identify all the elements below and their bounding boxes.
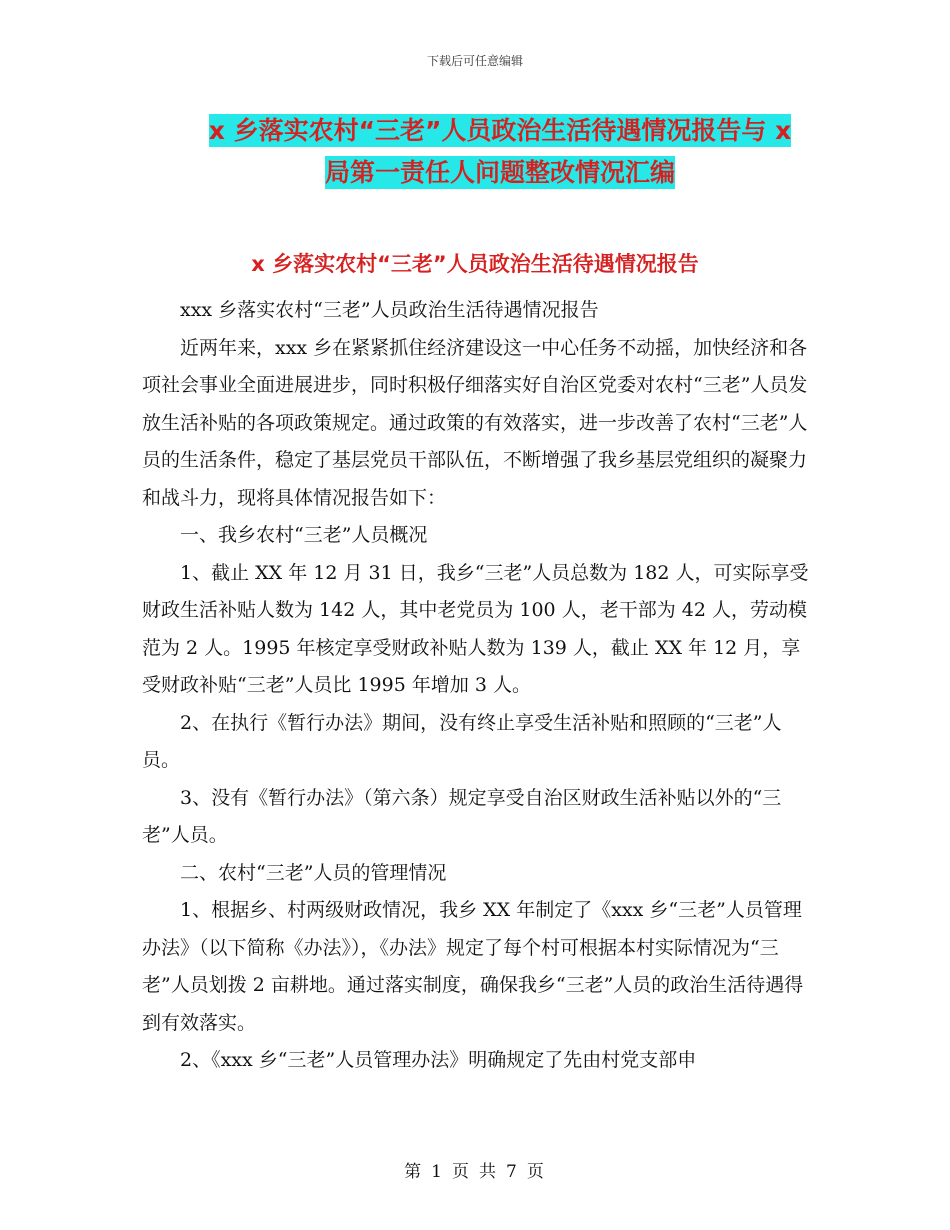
paragraph-subtitle: xxx 乡落实农村“三老”人员政治生活待遇情况报告 xyxy=(180,299,599,321)
paragraph-overview-3: 3、没有《暂行办法》（第六条）规定享受自治区财政生活补贴以外的“三老”人员。 xyxy=(142,786,782,846)
document-title-line-1: x 乡落实农村“三老”人员政治生活待遇情况报告与 x xyxy=(208,116,792,145)
section-title: x 乡落实农村“三老”人员政治生活待遇情况报告 xyxy=(251,252,699,276)
heading-management: 二、农村“三老”人员的管理情况 xyxy=(180,861,447,884)
paragraph-management-2: 2、《xxx 乡“三老”人员管理办法》明确规定了先由村党支部申 xyxy=(180,1049,697,1071)
document-title-line-2: 局第一责任人问题整改情况汇编 xyxy=(324,158,675,187)
footer-page-label: 第 xyxy=(404,1162,424,1182)
footer-total-label: 共 xyxy=(479,1162,498,1182)
document-title xyxy=(150,110,850,194)
document-body xyxy=(142,292,812,1080)
page-footer xyxy=(0,1157,950,1182)
footer-total-pages: 7 xyxy=(506,1162,519,1182)
paragraph-intro: 近两年来，xxx 乡在紧紧抓住经济建设这一中心任务不动摇，加快经济和各项社会事业全面进展进步，同时积极仔细落实好自治区党委对农村“三老”人员发放生活补贴的各项政策规定。通过政策的有效落实，进一步改善了农村“三老”人员的生活条件，稳定了基层党员干部队伍，不断增强了我乡基层党组织的凝聚力和战斗力，现将具体情况报告如下： xyxy=(142,336,808,509)
heading-overview: 一、我乡农村“三老”人员概况 xyxy=(180,524,428,546)
footer-page-unit: 页 xyxy=(452,1162,471,1182)
paragraph-overview-1: 1、截止 XX 年 12 月 31 日，我乡“三老”人员总数为 182 人，可实际享受财政生活补贴人数为 142 人，其中老党员为 100 人，老干部为 42 人，劳动模范为 2 人。1995 年核定享受财政补贴人数为 139 人，截止 XX 年 12 月，享受财政补贴“三老”人员比 1995 年增加 3 人。 xyxy=(142,561,809,696)
footer-page-number: 1 xyxy=(431,1162,444,1182)
footer-total-unit: 页 xyxy=(526,1162,546,1182)
paragraph-overview-2: 2、在执行《暂行办法》期间，没有终止享受生活补贴和照顾的“三老”人员。 xyxy=(142,711,782,771)
paragraph-management-1: 1、根据乡、村两级财政情况，我乡 XX 年制定了《xxx 乡“三老”人员管理办法》（以下简称《办法》），《办法》规定了每个村可根据本村实际情况为“三老”人员划拨 2 亩耕地。通过落实制度，确保我乡“三老”人员的政治生活待遇得到有效落实。 xyxy=(142,899,804,1034)
header-note: 下载后可任意编辑 xyxy=(426,54,523,68)
